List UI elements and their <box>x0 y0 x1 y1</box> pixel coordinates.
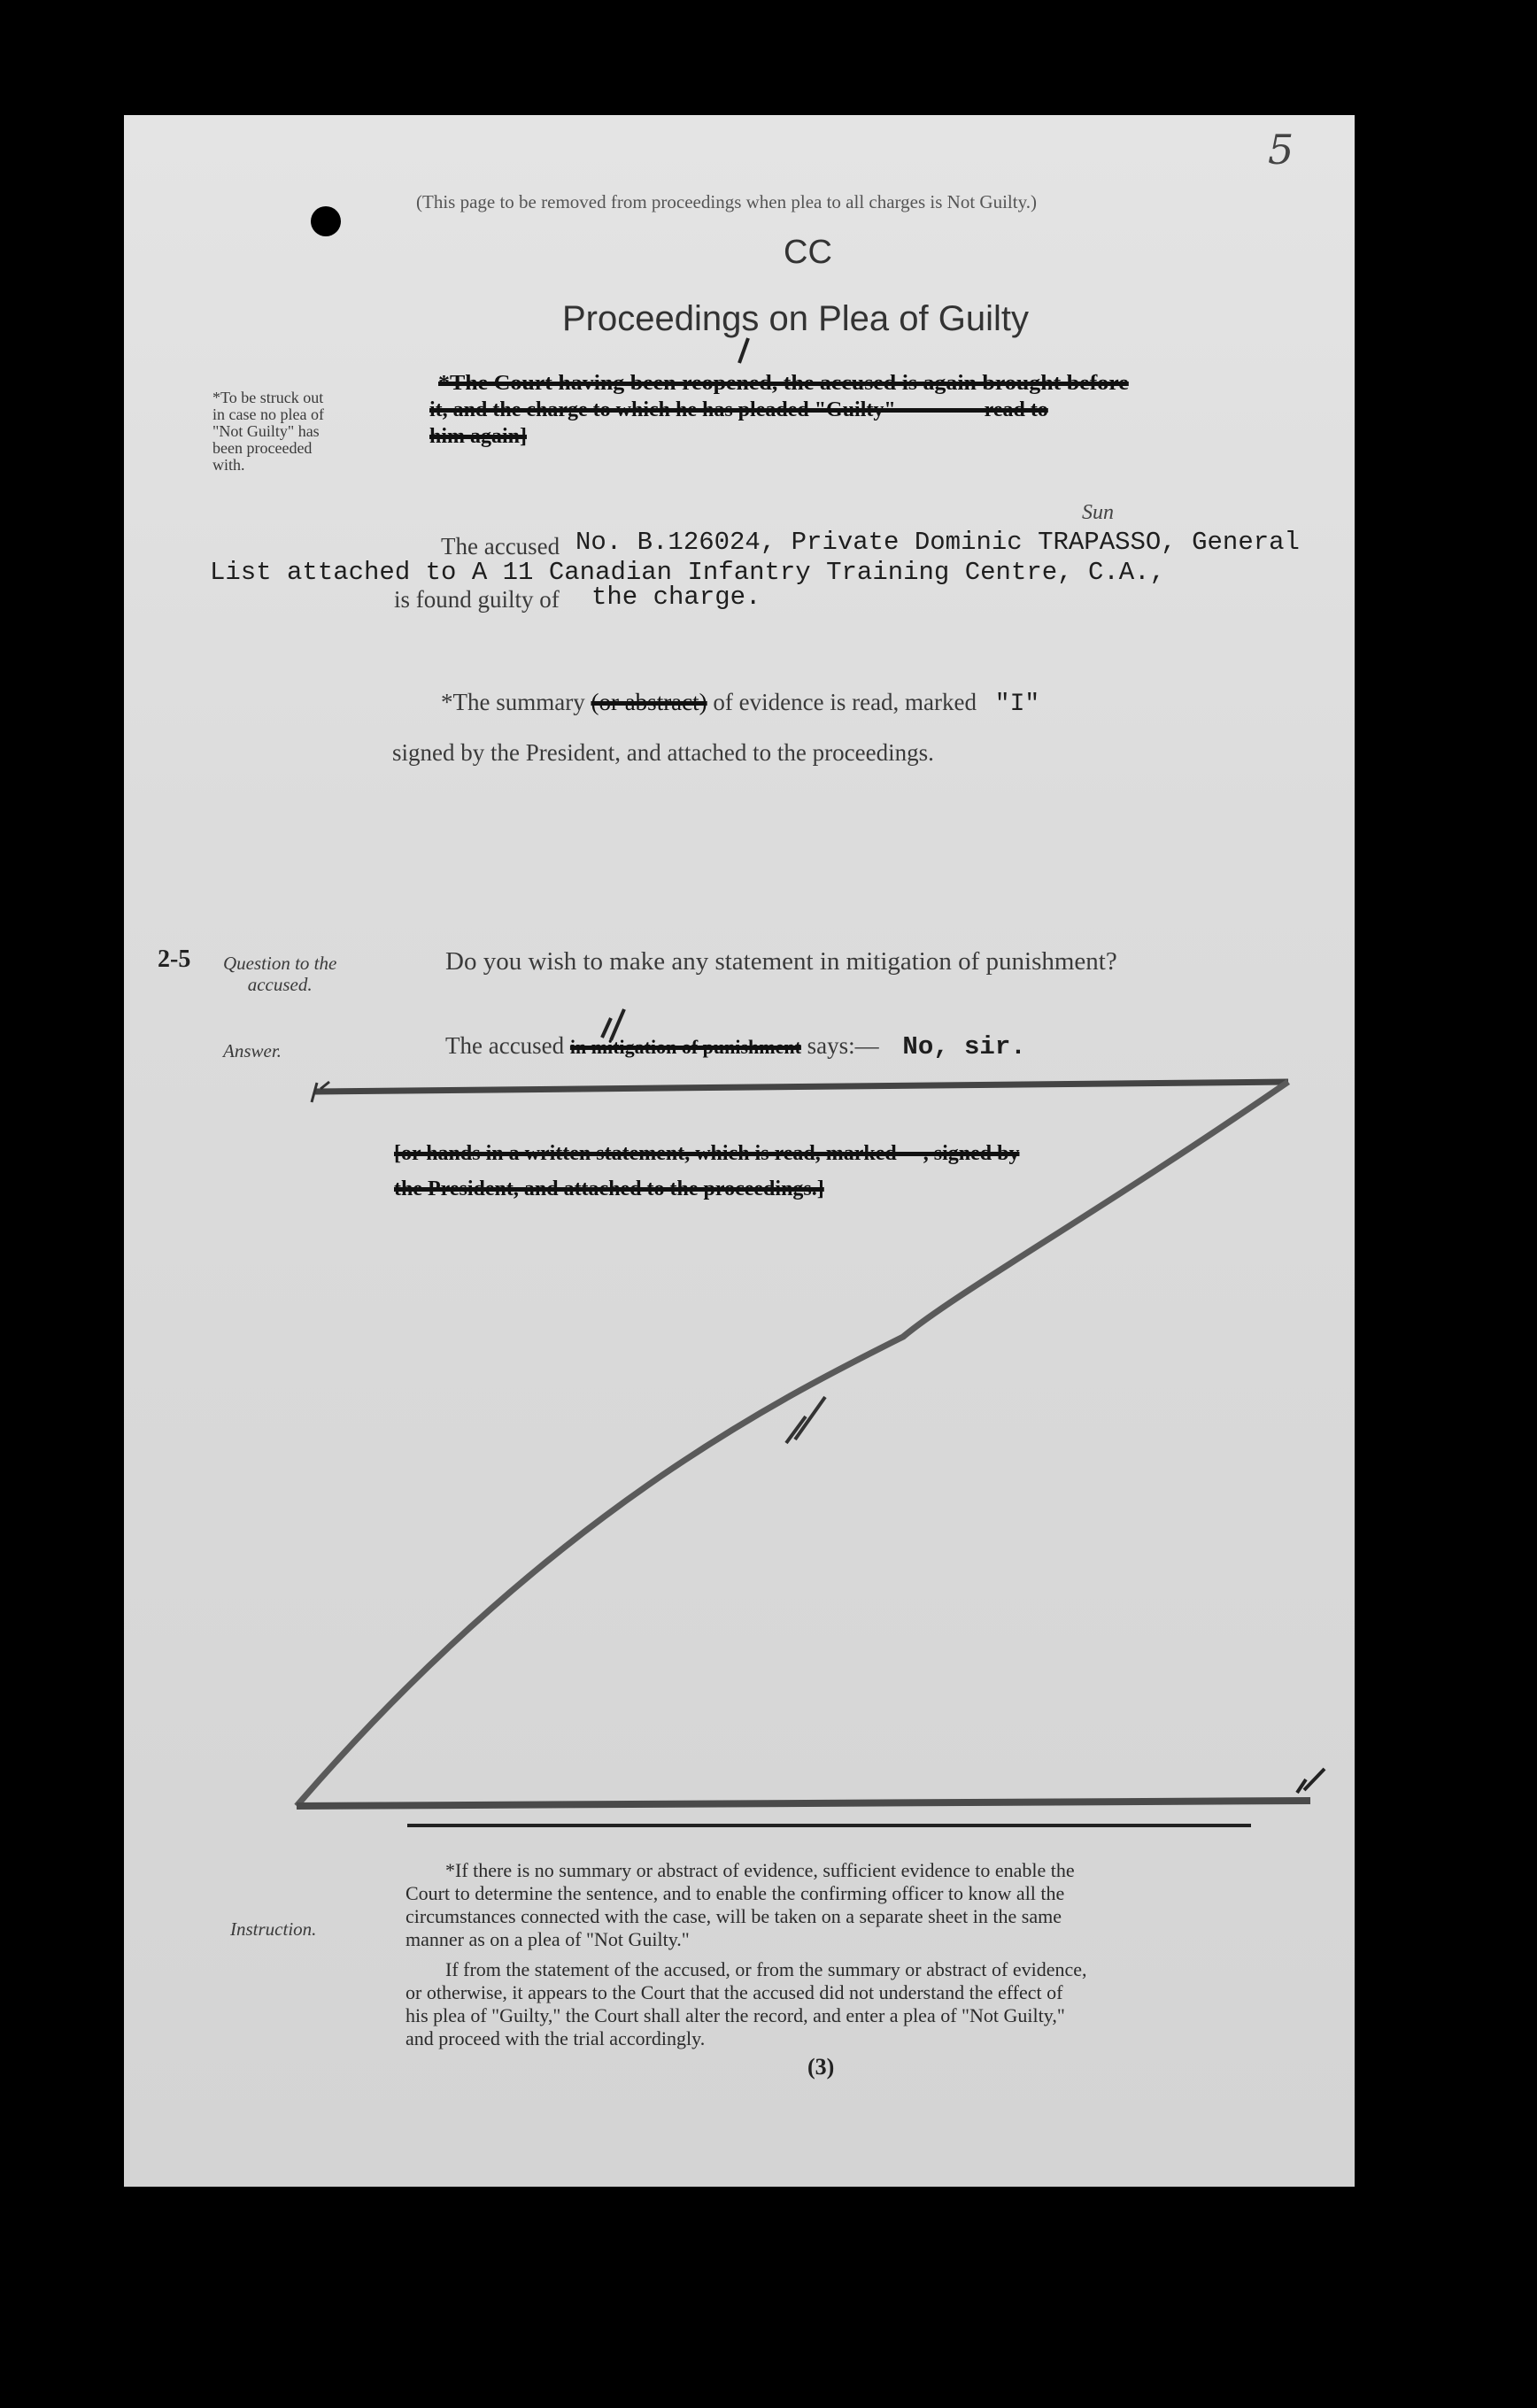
form-code: CC <box>784 234 832 271</box>
instruction-paragraph-2: If from the statement of the accused, or from the summary or abstract of evidence, or otherwise, it appears to the Court that the accused did not understand the effect of his plea of "Guilty," the Court shall alter the record, and enter a plea of "Not Guilty," and proceed with the trial accordingly. <box>405 1958 1087 2049</box>
handwritten-question-number: 2-5 <box>158 945 191 973</box>
punch-hole <box>311 206 341 236</box>
instruction-margin-label: Instruction. <box>230 1918 317 1940</box>
struck-written-line-1: [or hands in a written statement, which is read, marked ---, signed by <box>394 1142 1020 1165</box>
tick-mark-charge <box>739 338 748 363</box>
question-margin-label: Question to the accused. <box>223 953 337 995</box>
typed-charge: the charge. <box>591 583 761 612</box>
struck-out-margin-note: *To be struck out in case no plea of "Not Guilty" has been proceeded with. <box>212 389 324 474</box>
answer-line: The accused in mitigation of punishment says:— No, sir. <box>445 1032 1026 1061</box>
page-title: Proceedings on Plea of Guilty <box>562 299 1029 338</box>
typed-reply: No, sir. <box>902 1032 1026 1061</box>
page-number: (3) <box>807 2054 835 2080</box>
struck-intro-line-3: him again] <box>429 425 528 448</box>
document-page <box>124 115 1355 2187</box>
answer-margin-label: Answer. <box>223 1040 282 1061</box>
handwritten-name-correction: Sun <box>1082 501 1114 524</box>
corner-page-number: 5 <box>1268 126 1294 174</box>
z-top-stroke <box>315 1082 1288 1092</box>
accused-typed-line-2: List attached to A 11 Canadian Infantry Training Centre, C.A., <box>210 558 1165 587</box>
answer-struck-text: in mitigation of punishment <box>569 1036 801 1058</box>
tick-mark-middle <box>786 1397 825 1443</box>
instruction-paragraph-1: *If there is no summary or abstract of evidence, sufficient evidence to enable the Court to determine the sentence, and to enable the confirming officer to know all the circumstances connected with the case, will be taken on a separate sheet in the same manner as on a plea of "Not Guilty." <box>405 1859 1075 1950</box>
question-text: Do you wish to make any statement in mitigation of punishment? <box>445 947 1117 976</box>
struck-written-line-2: the President, and attached to the proceedings.] <box>394 1177 824 1200</box>
summary-typed-mark: "I" <box>994 691 1040 718</box>
struck-intro-line-2: it, and the charge to which he has pleaded "Guilty" ----------- read to <box>429 398 1048 421</box>
z-diagonal-stroke <box>297 1082 1288 1806</box>
header-note: (This page to be removed from proceedings when plea to all charges is Not Guilty.) <box>416 191 1037 212</box>
summary-struck-text: (or abstract) <box>591 689 707 715</box>
struck-intro-line-1: *The Court having been reopened, the accused is again brought before <box>438 372 1129 395</box>
found-guilty-label: is found guilty of <box>394 586 560 613</box>
accused-label: The accused <box>441 533 560 560</box>
accused-typed-line-1: No. B.126024, Private Dominic TRAPASSO, General <box>575 528 1300 557</box>
summary-line-2: signed by the President, and attached to the proceedings. <box>392 739 934 766</box>
tick-mark-bottom <box>1297 1769 1325 1793</box>
tick-mark-answer <box>602 1009 624 1040</box>
summary-line-1: *The summary (or abstract) of evidence is read, marked "I" <box>441 689 1040 718</box>
z-bottom-stroke <box>297 1801 1310 1806</box>
